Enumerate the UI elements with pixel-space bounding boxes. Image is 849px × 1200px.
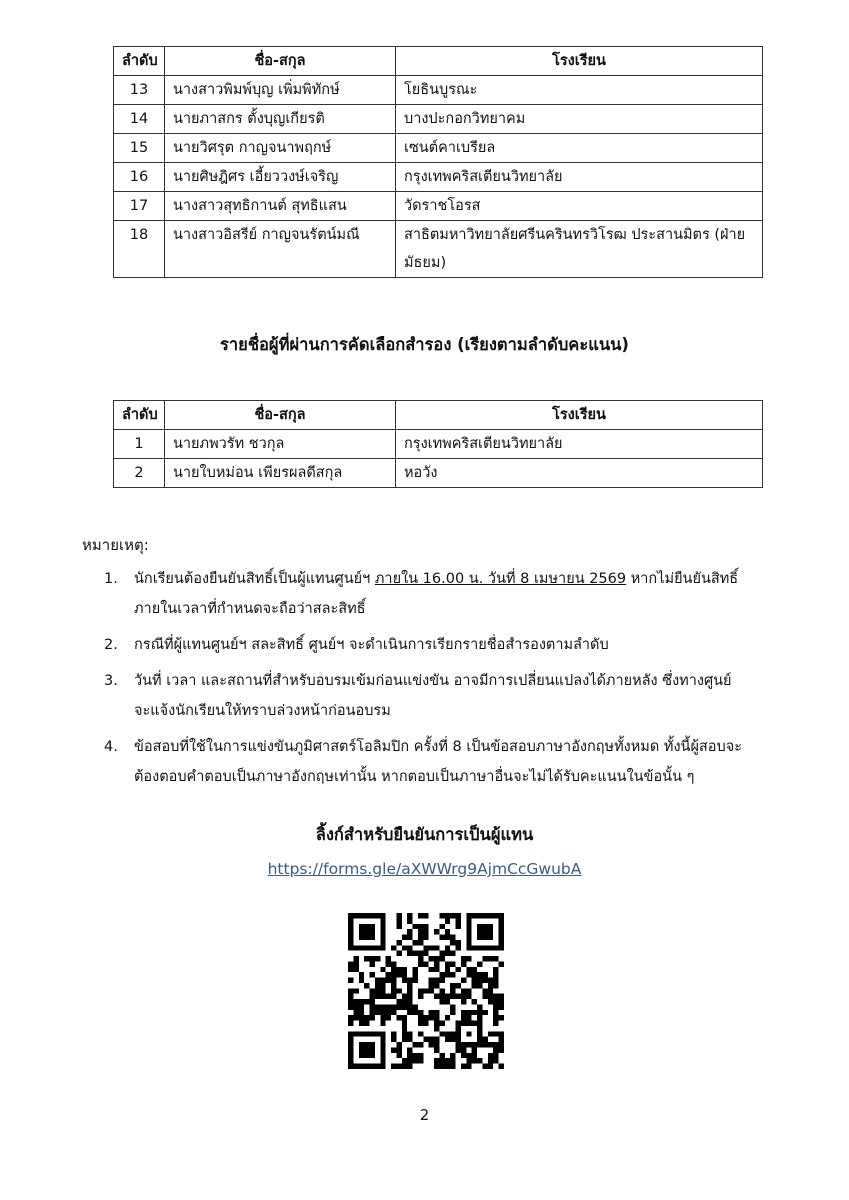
link-title: ลิ้งก์สำหรับยืนยันการเป็นผู้แทน [315, 825, 534, 844]
cell-name: นางสาวสุทธิกานต์ สุทธิแสน [165, 192, 396, 221]
header-name: ชื่อ-สกุล [165, 401, 396, 430]
note-item [104, 732, 764, 792]
cell-school: วัดราชโอรส [396, 192, 763, 221]
reserve-students-table [113, 400, 763, 488]
note-number: 4. [104, 739, 118, 755]
note-text: นักเรียนต้องยืนยันสิทธิ์เป็นผู้แทนศูนย์ฯ [134, 571, 375, 587]
note-text: หากไม่ยืนยันสิทธิ์ภายในเวลาที่กำหนดจะถือว่าสละสิทธิ์ [134, 571, 739, 617]
reserve-section-title: รายชื่อผู้ที่ผ่านการคัดเลือกสำรอง (เรียงตามลำดับคะแนน) [220, 335, 629, 354]
table-header-row [114, 401, 763, 430]
cell-name: นายศิษฎิศร เอี้ยววงษ์เจริญ [165, 163, 396, 192]
table-row [114, 192, 763, 221]
table-row [114, 459, 763, 488]
note-text: กรณีที่ผู้แทนศูนย์ฯ สละสิทธิ์ ศูนย์ฯ จะดำเนินการเรียกรายชื่อสำรองตามลำดับ [134, 637, 609, 653]
cell-order: 14 [114, 105, 165, 134]
note-item [104, 564, 764, 624]
cell-school: กรุงเทพคริสเตียนวิทยาลัย [396, 163, 763, 192]
cell-name: นางสาวอิสรีย์ กาญจนรัตน์มณี [165, 221, 396, 278]
cell-name: นางสาวพิมพ์บุญ เพิ่มพิทักษ์ [165, 76, 396, 105]
table-row [114, 134, 763, 163]
note-deadline: ภายใน 16.00 น. วันที่ 8 เมษายน 2569 [374, 571, 627, 587]
cell-name: นายภพวรัท ชวกุล [165, 430, 396, 459]
note-item [104, 666, 764, 726]
notes-heading: หมายเหตุ: [82, 536, 149, 554]
cell-order: 15 [114, 134, 165, 163]
cell-order: 18 [114, 221, 165, 278]
note-number: 1. [104, 571, 118, 587]
table-row [114, 221, 763, 278]
cell-name: นายวิศรุต กาญจนาพฤกษ์ [165, 134, 396, 163]
page-number: 2 [419, 1106, 430, 1124]
table-row [114, 76, 763, 105]
notes-list [104, 564, 764, 798]
cell-order: 1 [114, 430, 165, 459]
cell-school: บางปะกอกวิทยาคม [396, 105, 763, 134]
note-number: 3. [104, 673, 118, 689]
cell-school: โยธินบูรณะ [396, 76, 763, 105]
header-school: โรงเรียน [396, 47, 763, 76]
cell-order: 17 [114, 192, 165, 221]
cell-school: สาธิตมหาวิทยาลัยศรีนครินทรวิโรฒ ประสานมิตร (ฝ่ายมัธยม) [396, 221, 763, 278]
cell-order: 16 [114, 163, 165, 192]
cell-school: กรุงเทพคริสเตียนวิทยาลัย [396, 430, 763, 459]
cell-order: 2 [114, 459, 165, 488]
table-row [114, 105, 763, 134]
table-row [114, 163, 763, 192]
cell-school: เซนต์คาเบรียล [396, 134, 763, 163]
confirmation-form-link[interactable]: https://forms.gle/aXWWrg9AjmCcGwubA [267, 860, 582, 878]
note-number: 2. [104, 637, 118, 653]
table-row [114, 430, 763, 459]
cell-order: 13 [114, 76, 165, 105]
table-header-row [114, 47, 763, 76]
note-item [104, 630, 764, 660]
cell-school: หอวัง [396, 459, 763, 488]
cell-name: นายใบหม่อน เพียรผลดีสกุล [165, 459, 396, 488]
header-order: ลำดับ [114, 47, 165, 76]
qr-code-icon [348, 913, 504, 1069]
header-name: ชื่อ-สกุล [165, 47, 396, 76]
selected-students-table [113, 46, 763, 278]
header-school: โรงเรียน [396, 401, 763, 430]
header-order: ลำดับ [114, 401, 165, 430]
note-text: วันที่ เวลา และสถานที่สำหรับอบรมเข้มก่อนแข่งขัน อาจมีการเปลี่ยนแปลงได้ภายหลัง ซึ่งทางศูนย์จะแจ้งนักเรียนให้ทราบล่วงหน้าก่อนอบรม [134, 673, 732, 719]
note-text: ข้อสอบที่ใช้ในการแข่งขันภูมิศาสตร์โอลิมปิก ครั้งที่ 8 เป็นข้อสอบภาษาอังกฤษทั้งหมด ทั้งนี้ผู้สอบจะต้องตอบคำตอบเป็นภาษาอังกฤษเท่านั้น หากตอบเป็นภาษาอื่นจะไม่ได้รับคะแนนในข้อนั้น ๆ [134, 739, 742, 785]
cell-name: นายภาสกร ตั้งบุญเกียรติ [165, 105, 396, 134]
